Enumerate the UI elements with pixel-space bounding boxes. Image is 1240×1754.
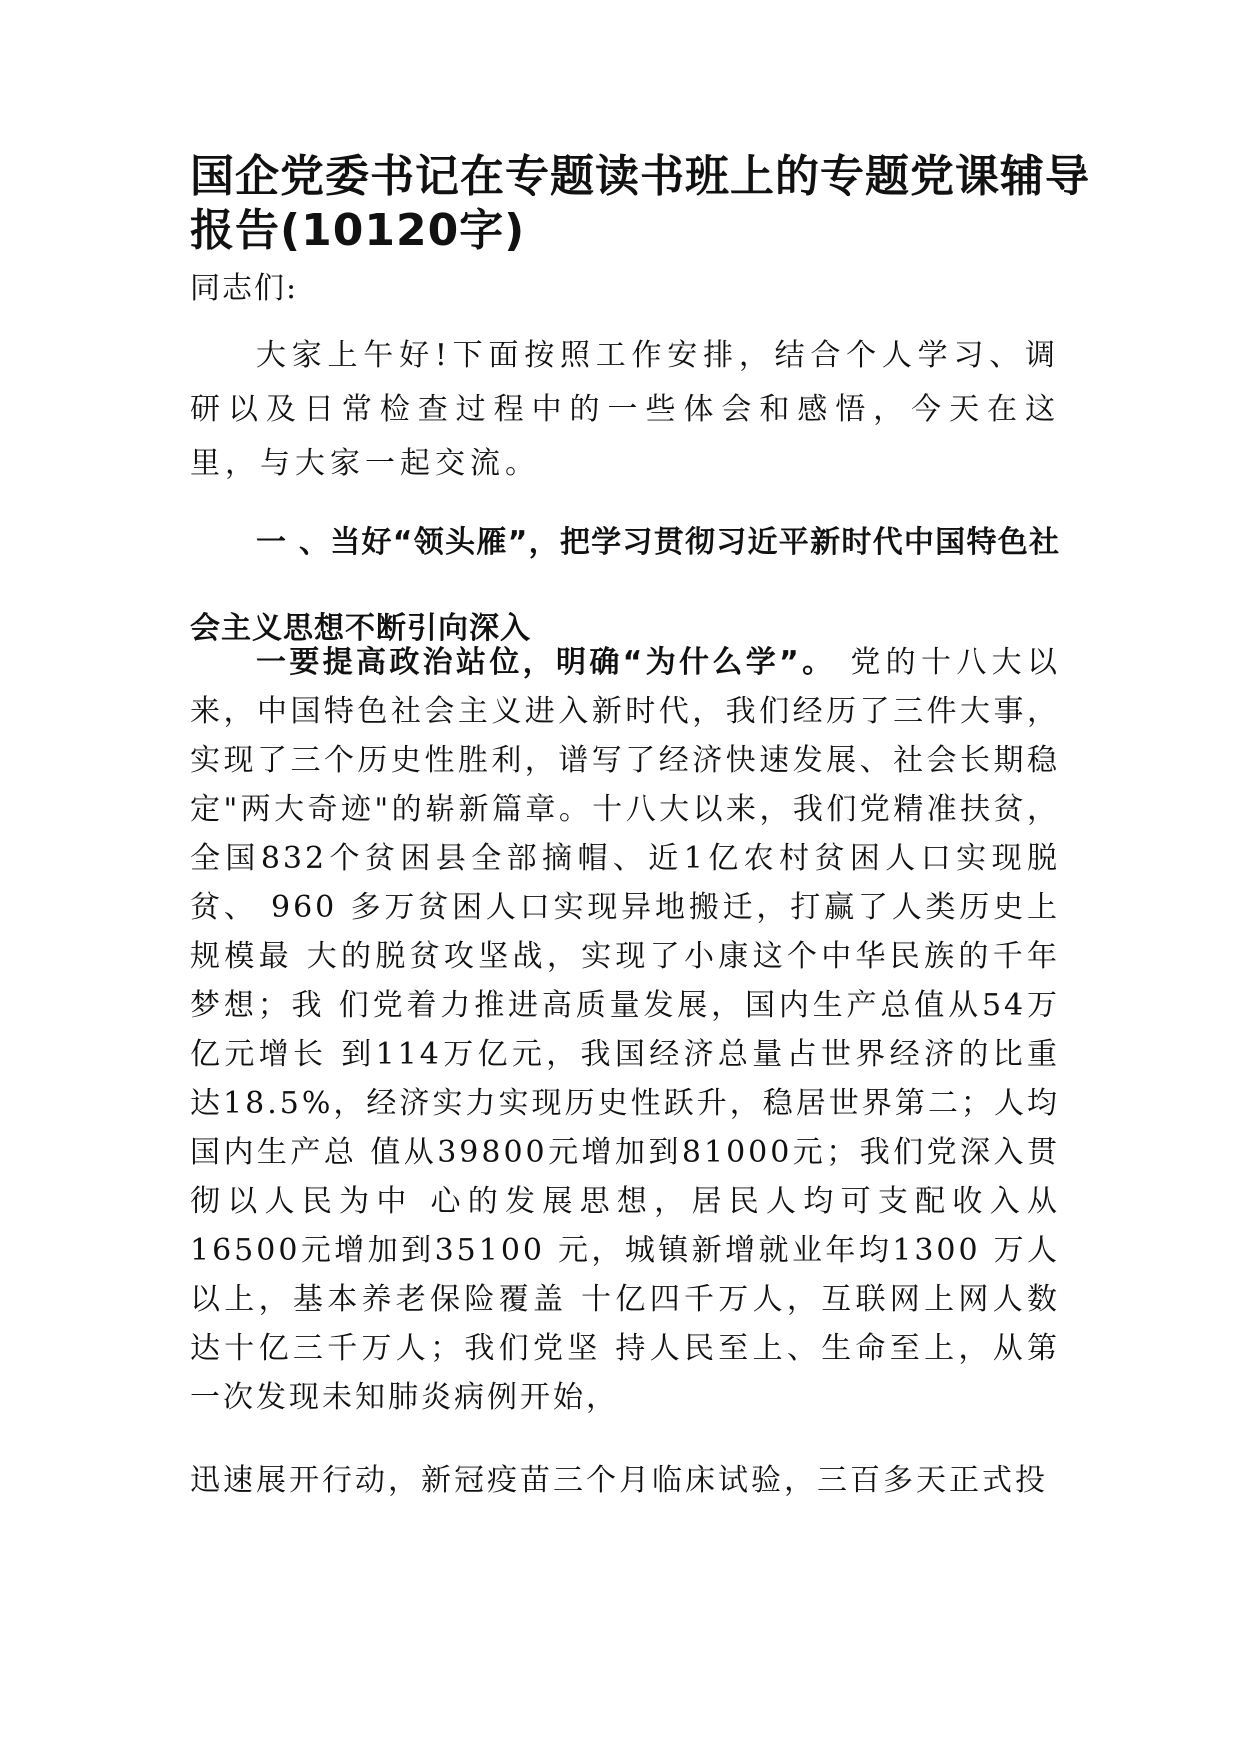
salutation: 同志们: — [190, 271, 299, 306]
document-title: 国企党委书记在专题读书班上的专题党课辅导报告(10120字) — [190, 151, 1090, 256]
paragraph-text: 党的十八大以来，中国特色社会主义进入新时代，我们经历了三件大事，实现了三个历史性胜利，谱写了经济快速发展、社会长期稳定"两大奇迹"的崭新篇章。十八大以来，我们党精准扶贫，全国832个贫困县全部摘帽、近1亿农村贫困人口实现脱贫、 960 多万贫困人口实现异地搬迁，打赢了人类历史上规模最 大的脱贫攻坚战，实现了小康这个中华民族的千年梦想；我 们党着力推进高质量发展，国内生产总值从54万亿元增长 到114万亿元，我国经济总量占世界经济的比重达18.5%，经济实力实现历史性跃升，稳居世界第二；人均国内生产总 值从39800元增加到81000元；我们党深入贯彻以人民为中 心的发展思想，居民人均可支配收入从16500元增加到35100 元，城镇新增就业年均1300 万人以上，基本养老保险覆盖 十亿四千万人，互联网上网人数达十亿三千万人；我们党坚 持人民至上、生命至上，从第一次发现未知肺炎病例开始， — [190, 645, 1060, 1415]
continued-paragraph: 迅速展开行动，新冠疫苗三个月临床试验，三百多天正式投 — [190, 1463, 1048, 1498]
paragraph-lead: 一要提高政治站位，明确“为什么学”。 — [256, 645, 836, 680]
section-heading: 一 、当好“领头雁”，把学习贯彻习近平新时代中国特色社会主义思想不断引向深入 — [190, 525, 1060, 646]
body-paragraph — [190, 638, 1060, 1422]
intro-paragraph: 大家上午好!下面按照工作安排，结合个人学习、调研以及日常检查过程中的一些体会和感悟，今天在这里，与大家一起交流。 — [190, 338, 1060, 481]
